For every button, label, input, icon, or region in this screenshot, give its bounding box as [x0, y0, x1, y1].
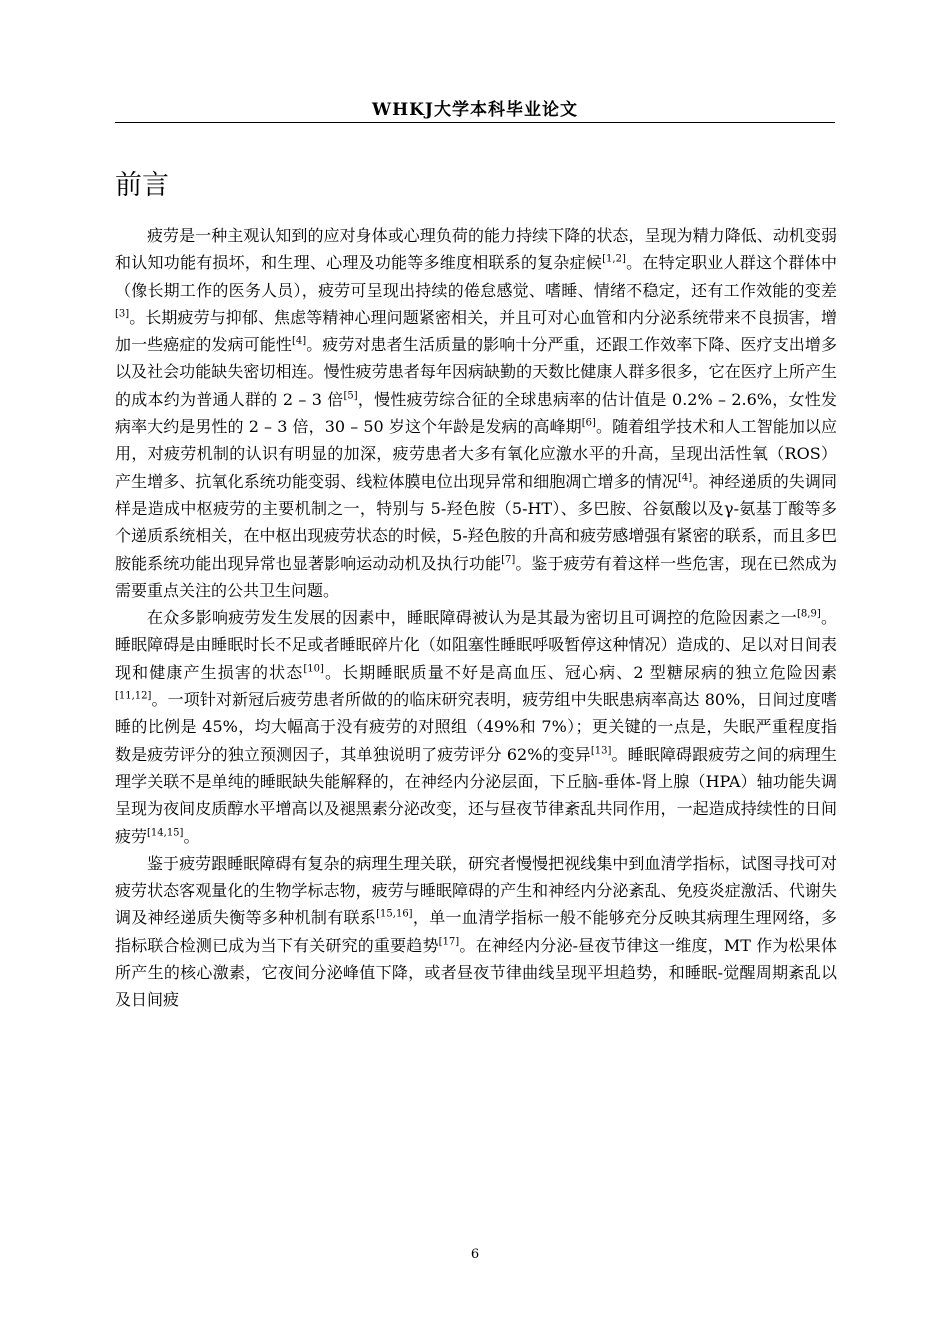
citation-ref: [8,9] — [797, 608, 821, 620]
citation-ref: [11,12] — [115, 690, 152, 702]
paragraph-2: 在众多影响疲劳发生发展的因素中，睡眠障碍被认为是其最为密切且可调控的危险因素之一[8,9]。睡眠障碍是由睡眠时长不足或者睡眠碎片化（如阻塞性睡眠呼吸暂停这种情况）造成的、足以对日间表现和健康产生损害的状态[10]。长期睡眠质量不好是高血压、冠心病、2 型糖尿病的独立危险因素[11,12]。一项针对新冠后疲劳患者所做的的临床研究表明，疲劳组中失眠患病率高达 80%，日间过度嗜睡的比例是 45%，均大幅高于没有疲劳的对照组（49%和 7%）；更关键的一点是，失眠严重程度指数是疲劳评分的独立预测因子，其单独说明了疲劳评分 62%的变异[13]。睡眠障碍跟疲劳之间的病理生理学关联不是单纯的睡眠缺失能解释的，在神经内分泌层面，下丘脑-垂体-肾上腺（HPA）轴功能失调呈现为夜间皮质醇水平增高以及褪黑素分泌改变，还与昼夜节律紊乱共同作用，一起造成持续性的日间疲劳[14,15]。 — [115, 608, 837, 846]
citation-ref: [13] — [590, 745, 612, 757]
citation-ref: [4] — [291, 335, 307, 347]
section-heading: 前言 — [115, 170, 169, 202]
citation-ref: [7] — [501, 554, 516, 566]
header-divider — [115, 122, 835, 123]
citation-ref: [6] — [581, 417, 596, 429]
citation-ref: [17] — [438, 936, 460, 948]
citation-ref: [1,2] — [602, 253, 626, 265]
citation-ref: [3] — [115, 308, 130, 320]
citation-ref: [10] — [303, 663, 324, 675]
page-number: 6 — [470, 1247, 480, 1262]
citation-ref: [15,16] — [376, 909, 413, 921]
page-header-title: WHKJ大学本科毕业论文 — [372, 100, 578, 120]
citation-ref: [5] — [343, 390, 358, 402]
citation-ref: [14,15] — [147, 827, 184, 839]
citation-ref: [4] — [678, 472, 693, 484]
paragraph-1: 疲劳是一种主观认知到的应对身体或心理负荷的能力持续下降的状态，呈现为精力降低、动机变弱和认知功能有损坏，和生理、心理及功能等多维度相联系的复杂症候[1,2]。在特定职业人群这个群体中（像长期工作的医务人员），疲劳可呈现出持续的倦怠感觉、嗜睡、情绪不稳定，还有工作效能的变差[3]。长期疲劳与抑郁、焦虑等精神心理问题紧密相关，并且可对心血管和内分泌系统带来不良损害，增加一些癌症的发病可能性[4]。疲劳对患者生活质量的影响十分严重，还跟工作效率下降、医疗支出增多以及社会功能缺失密切相连。慢性疲劳患者每年因病缺勤的天数比健康人群多很多，它在医疗上所产生的成本约为普通人群的 2 – 3 倍[5]，慢性疲劳综合征的全球患病率的估计值是 0.2% – 2.6%，女性发病率大约是男性的 2 – 3 倍，30 – 50 岁这个年龄是发病的高峰期[6]。随着组学技术和人工智能加以应用，对疲劳机制的认识有明显的加深，疲劳患者大多有氧化应激水平的升高，呈现出活性氧（ROS）产生增多、抗氧化系统功能变弱、线粒体膜电位出现异常和细胞凋亡增多的情况[4]。神经递质的失调同样是造成中枢疲劳的主要机制之一，特别与 5-羟色胺（5-HT）、多巴胺、谷氨酸以及γ-氨基丁酸等多个递质系统相关，在中枢出现疲劳状态的时候，5-羟色胺的升高和疲劳感增强有紧密的联系，而且多巴胺能系统功能出现异常也显著影响运动动机及执行功能[7]。鉴于疲劳有着这样一些危害，现在已然成为需要重点关注的公共卫生问题。 — [115, 226, 837, 600]
paragraph-3: 鉴于疲劳跟睡眠障碍有复杂的病理生理关联，研究者慢慢把视线集中到血清学指标，试图寻找可对疲劳状态客观量化的生物学标志物，疲劳与睡眠障碍的产生和神经内分泌紊乱、免疫炎症激活、代谢失调及神经递质失衡等多种机制有联系[15,16]，单一血清学指标一般不能够充分反映其病理生理网络，多指标联合检测已成为当下有关研究的重要趋势[17]。在神经内分泌-昼夜节律这一维度，MT 作为松果体所产生的核心激素，它夜间分泌峰值下降，或者昼夜节律曲线呈现平坦趋势，和睡眠-觉醒周期紊乱以及日间疲 — [115, 853, 837, 1010]
body-text — [115, 222, 837, 1014]
